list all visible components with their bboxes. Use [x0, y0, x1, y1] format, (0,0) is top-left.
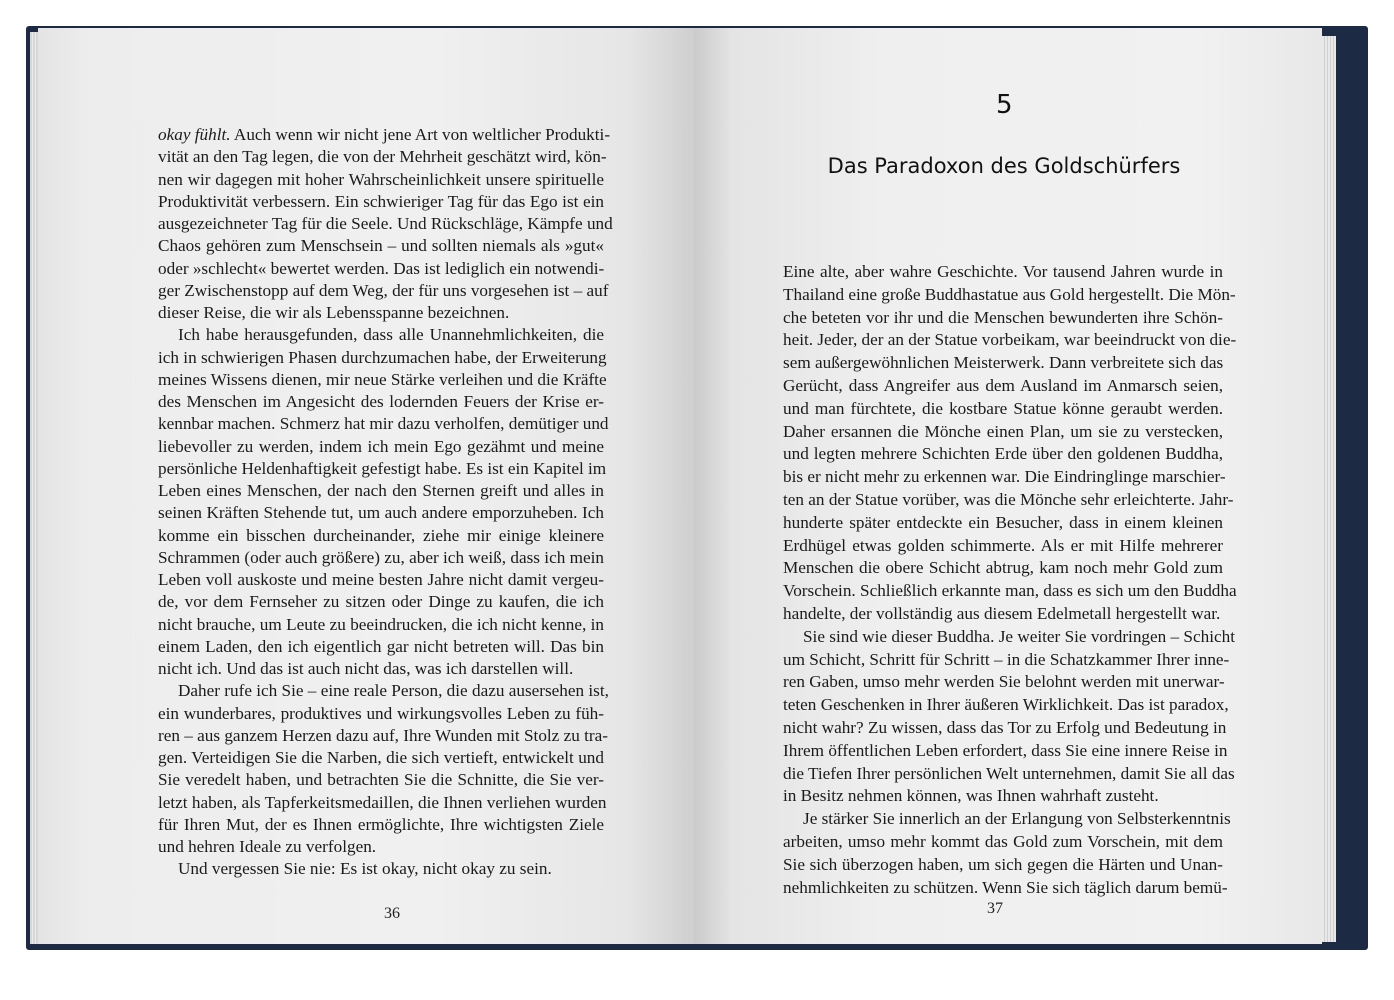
text-line: Chaos gehören zum Menschsein – und sollten niemals als »gut« [158, 236, 604, 256]
text-line: Je stärker Sie innerlich an der Erlangung von Selbsterkenntnis [803, 809, 1231, 829]
body-text [158, 124, 613, 881]
text-line: ein wunderbares, produktives und wirkungsvolles Leben zu füh- [158, 703, 604, 723]
text-line: und hehren Ideale zu verfolgen. [158, 837, 377, 856]
paragraph [783, 261, 1237, 626]
text-line: Ihrem öffentlichen Leben erfordert, dass Sie eine innere Reise in [783, 740, 1228, 760]
text-line: arbeiten, umso mehr kommt das Gold zum Vorschein, mit dem [783, 831, 1223, 851]
text-line: nen wir dagegen mit hoher Wahrscheinlichkeit unsere spirituelle [158, 169, 604, 189]
text-line: Produktivität verbessern. Ein schwieriger Tag für das Ego ist ein [158, 191, 604, 211]
text-line: oder »schlecht« bewertet werden. Das ist lediglich ein notwendi- [158, 258, 605, 278]
chapter-title: Das Paradoxon des Goldschürfers [827, 154, 1181, 178]
text-line: Leben eines Menschen, der nach den Sternen greift und alles in [158, 481, 604, 500]
text-line: nicht ich. Und das ist auch nicht das, was ich darstellen will. [158, 659, 574, 678]
text-line: Daher rufe ich Sie – eine reale Person, die dazu ausersehen ist, [178, 681, 609, 701]
paragraph [158, 124, 613, 324]
text-line: Sie veredelt haben, und betrachten Sie die Schnitte, die Sie ver- [158, 770, 604, 790]
text-line: in Besitz nehmen können, was Ihnen wahrhaft zusteht. [783, 786, 1159, 806]
text-line: Ich habe herausgefunden, dass alle Unannehmlichkeiten, die [178, 325, 604, 345]
text-line: bis er nicht mehr zu erkennen war. Die Eindringlinge marschier- [783, 467, 1226, 487]
text-line: Eine alte, aber wahre Geschichte. Vor tausend Jahren wurde in [783, 262, 1223, 281]
text-line: Vorschein. Schließlich erkannte man, dass es sich um den Buddha [783, 581, 1237, 601]
text-line: Und vergessen Sie nie: Es ist okay, nicht okay zu sein. [178, 859, 552, 879]
text-line: komme ein bisschen durcheinander, ziehe mir einige kleinere [158, 525, 604, 545]
left-page [38, 28, 694, 944]
paragraph [158, 858, 604, 880]
text-line: die Tiefen Ihrer persönlichen Welt unternehmen, damit Sie all das [783, 763, 1235, 783]
paragraph [783, 626, 1235, 808]
right-page [694, 28, 1322, 944]
text-line: sem außergewöhnlichen Meisterwerk. Dann verbreitete sich das [783, 353, 1224, 373]
page-number: 37 [987, 900, 1003, 917]
text-line: kennbar machen. Schmerz hat mir dazu verholfen, demütiger und [158, 414, 609, 434]
text-line: ren Gaben, umso mehr werden Sie belohnt werden mit unerwar- [783, 672, 1225, 692]
text-line: hunderte später entdeckte ein Besucher, dass in einem kleinen [783, 512, 1223, 532]
chapter-number: 5 [996, 90, 1013, 120]
text-line: nicht wahr? Zu wissen, dass das Tor zu Erfolg und Bedeutung in [783, 717, 1227, 737]
text-line: Sie sich überzogen haben, um sich gegen die Härten und Unan- [783, 854, 1223, 874]
paragraph [158, 680, 609, 858]
text-line: ich in schwierigen Phasen durchzumachen habe, der Erweiterung [158, 347, 607, 367]
text-line: dieser Reise, die wir als Lebensspanne bezeichnen. [158, 303, 510, 322]
text-line: ausgezeichneter Tag für die Seele. Und Rückschläge, Kämpfe und [158, 214, 613, 233]
text-line: seinen Kräften Stehende tut, um auch andere emporzuheben. Ich [158, 503, 604, 523]
text-line: liebevoller zu werden, indem ich mein Ego gezähmt und meine [158, 436, 604, 456]
text-line: Menschen die obere Schicht abtrug, kam noch mehr Gold zum [783, 558, 1223, 578]
text-line: und man fürchtete, die kostbare Statue könne geraubt werden. [783, 398, 1223, 418]
text-line: ten an der Statue vorüber, was die Mönche sehr erleichterte. Jahr- [783, 489, 1234, 509]
text-line: Gerücht, dass Angreifer aus dem Ausland im Anmarsch seien, [783, 375, 1223, 395]
text-line: letzt haben, als Tapferkeitsmedaillen, die Ihnen verliehen wurden [158, 792, 607, 812]
text-line: heit. Jeder, der an der Statue vorbeikam, war beeindruckt von die- [783, 330, 1237, 350]
text-line: einem Laden, den ich eigentlich gar nicht betreten will. Das bin [158, 636, 604, 656]
body-text [783, 261, 1237, 899]
text-line: ren – aus ganzem Herzen dazu auf, Ihre Wunden mit Stolz zu tra- [158, 725, 608, 745]
page-number: 36 [384, 905, 400, 922]
text-line: che beteten vor ihr und die Menschen bewunderten ihre Schön- [783, 307, 1223, 327]
text-line: des Menschen im Angesicht des lodernden Feuers der Krise er- [158, 392, 604, 411]
text-line: Sie sind wie dieser Buddha. Je weiter Sie vordringen – Schicht [803, 626, 1235, 646]
text-line: gen. Verteidigen Sie die Narben, die sich vertieft, entwickelt und [158, 748, 604, 767]
text-line: um Schicht, Schritt für Schritt – in die Schatzkammer Ihrer inne- [783, 649, 1230, 669]
text-line: vität an den Tag legen, die von der Mehrheit geschätzt wird, kön- [158, 147, 607, 167]
text-line: Leben voll auskoste und meine besten Jahre nicht damit vergeu- [158, 570, 604, 589]
text-line: persönliche Heldenhaftigkeit gefestigt habe. Es ist ein Kapitel im [158, 458, 607, 478]
text-line: Thailand eine große Buddhastatue aus Gold hergestellt. Die Mön- [783, 284, 1236, 304]
text-line: okay fühlt. Auch wenn wir nicht jene Art von weltlicher Produkti- [158, 125, 611, 144]
text-line: für Ihren Mut, der es Ihnen ermöglichte, Ihre wichtigsten Ziele [158, 814, 604, 834]
paragraph [783, 808, 1231, 899]
text-line: handelte, der vollständig aus diesem Edelmetall hergestellt war. [783, 603, 1221, 623]
text-line: de, vor dem Fernseher zu sitzen oder Dinge zu kaufen, die ich [158, 592, 604, 612]
text-line: Daher ersannen die Mönche einen Plan, um sie zu verstecken, [783, 421, 1223, 441]
page-edges-right [1322, 36, 1336, 942]
text-line: ger Zwischenstopp auf dem Weg, der für uns vorgesehen ist – auf [158, 280, 609, 300]
text-line: nicht brauche, um Leute zu beeindrucken, die ich nicht kenne, in [158, 614, 604, 634]
text-line: nehmlichkeiten zu schützen. Wenn Sie sich täglich darum bemü- [783, 877, 1228, 897]
text-line: meines Wissens dienen, mir neue Stärke verleihen und die Kräfte [158, 369, 607, 389]
paragraph [158, 324, 609, 680]
text-line: teten Geschenken in Ihrer äußeren Wirklichkeit. Das ist paradox, [783, 695, 1229, 715]
text-line: und legten mehrere Schichten Erde über den goldenen Buddha, [783, 444, 1223, 464]
text-line: Erdhügel etwas golden schimmerte. Als er mit Hilfe mehrerer [783, 535, 1223, 555]
italic-lead: okay fühlt. [158, 125, 231, 144]
text-line: Schrammen (oder auch größere) zu, aber ich weiß, dass ich mein [158, 547, 604, 567]
